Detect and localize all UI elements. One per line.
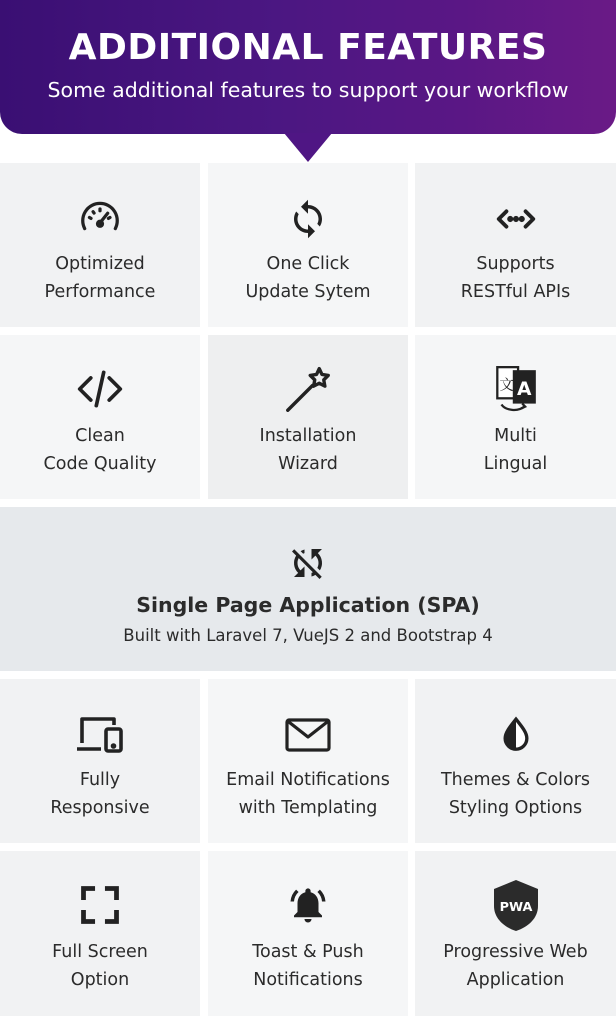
speedometer-icon xyxy=(76,195,124,243)
feature-label: Clean Code Quality xyxy=(43,426,157,474)
page-subtitle: Some additional features to support your workflow xyxy=(47,78,569,102)
feature-label: Email Notifications with Templating xyxy=(226,770,390,818)
feature-label: Toast & Push Notifications xyxy=(252,942,364,990)
devices-icon xyxy=(73,711,127,759)
feature-label: Supports RESTful APIs xyxy=(460,254,571,302)
svg-text:A: A xyxy=(516,379,532,401)
sync-disabled-icon xyxy=(287,542,329,584)
bell-icon xyxy=(284,881,332,929)
spa-subtitle: Built with Laravel 7, VueJS 2 and Bootstrap 4 xyxy=(123,626,493,645)
refresh-icon xyxy=(284,195,332,243)
feature-card-rest-api xyxy=(415,163,616,327)
fullscreen-icon xyxy=(76,881,124,929)
feature-label: Fully Responsive xyxy=(50,770,150,818)
feature-label: Progressive Web Application xyxy=(443,942,588,990)
feature-card-update xyxy=(208,163,408,327)
feature-label: Installation Wizard xyxy=(259,426,357,474)
feature-card-installation-wizard xyxy=(208,335,408,499)
page-title: ADDITIONAL FEATURES xyxy=(68,27,548,68)
feature-card-themes xyxy=(415,679,616,843)
pwa-badge-icon xyxy=(490,878,542,932)
code-icon xyxy=(76,365,124,413)
feature-card-fullscreen xyxy=(0,851,200,1016)
feature-card-pwa xyxy=(415,851,616,1016)
feature-card-responsive xyxy=(0,679,200,843)
feature-card-notifications xyxy=(208,851,408,1016)
contrast-drop-icon xyxy=(492,711,540,759)
feature-card-clean-code xyxy=(0,335,200,499)
feature-card-performance xyxy=(0,163,200,327)
feature-label: Optimized Performance xyxy=(44,254,156,302)
feature-label: One Click Update Sytem xyxy=(245,254,371,302)
feature-card-email xyxy=(208,679,408,843)
feature-label: Full Screen Option xyxy=(52,942,148,990)
svg-text:文: 文 xyxy=(498,378,514,394)
feature-card-multilingual xyxy=(415,335,616,499)
feature-label: Themes & Colors Styling Options xyxy=(440,770,591,818)
api-code-icon xyxy=(492,195,540,243)
translate-icon xyxy=(491,363,541,417)
feature-label: Multi Lingual xyxy=(483,426,548,474)
magic-wand-icon xyxy=(281,363,335,417)
spa-section xyxy=(0,507,616,671)
banner-pointer xyxy=(284,133,332,162)
spa-title: Single Page Application (SPA) xyxy=(136,593,480,617)
svg-text:PWA: PWA xyxy=(499,900,532,915)
envelope-icon xyxy=(284,711,332,759)
